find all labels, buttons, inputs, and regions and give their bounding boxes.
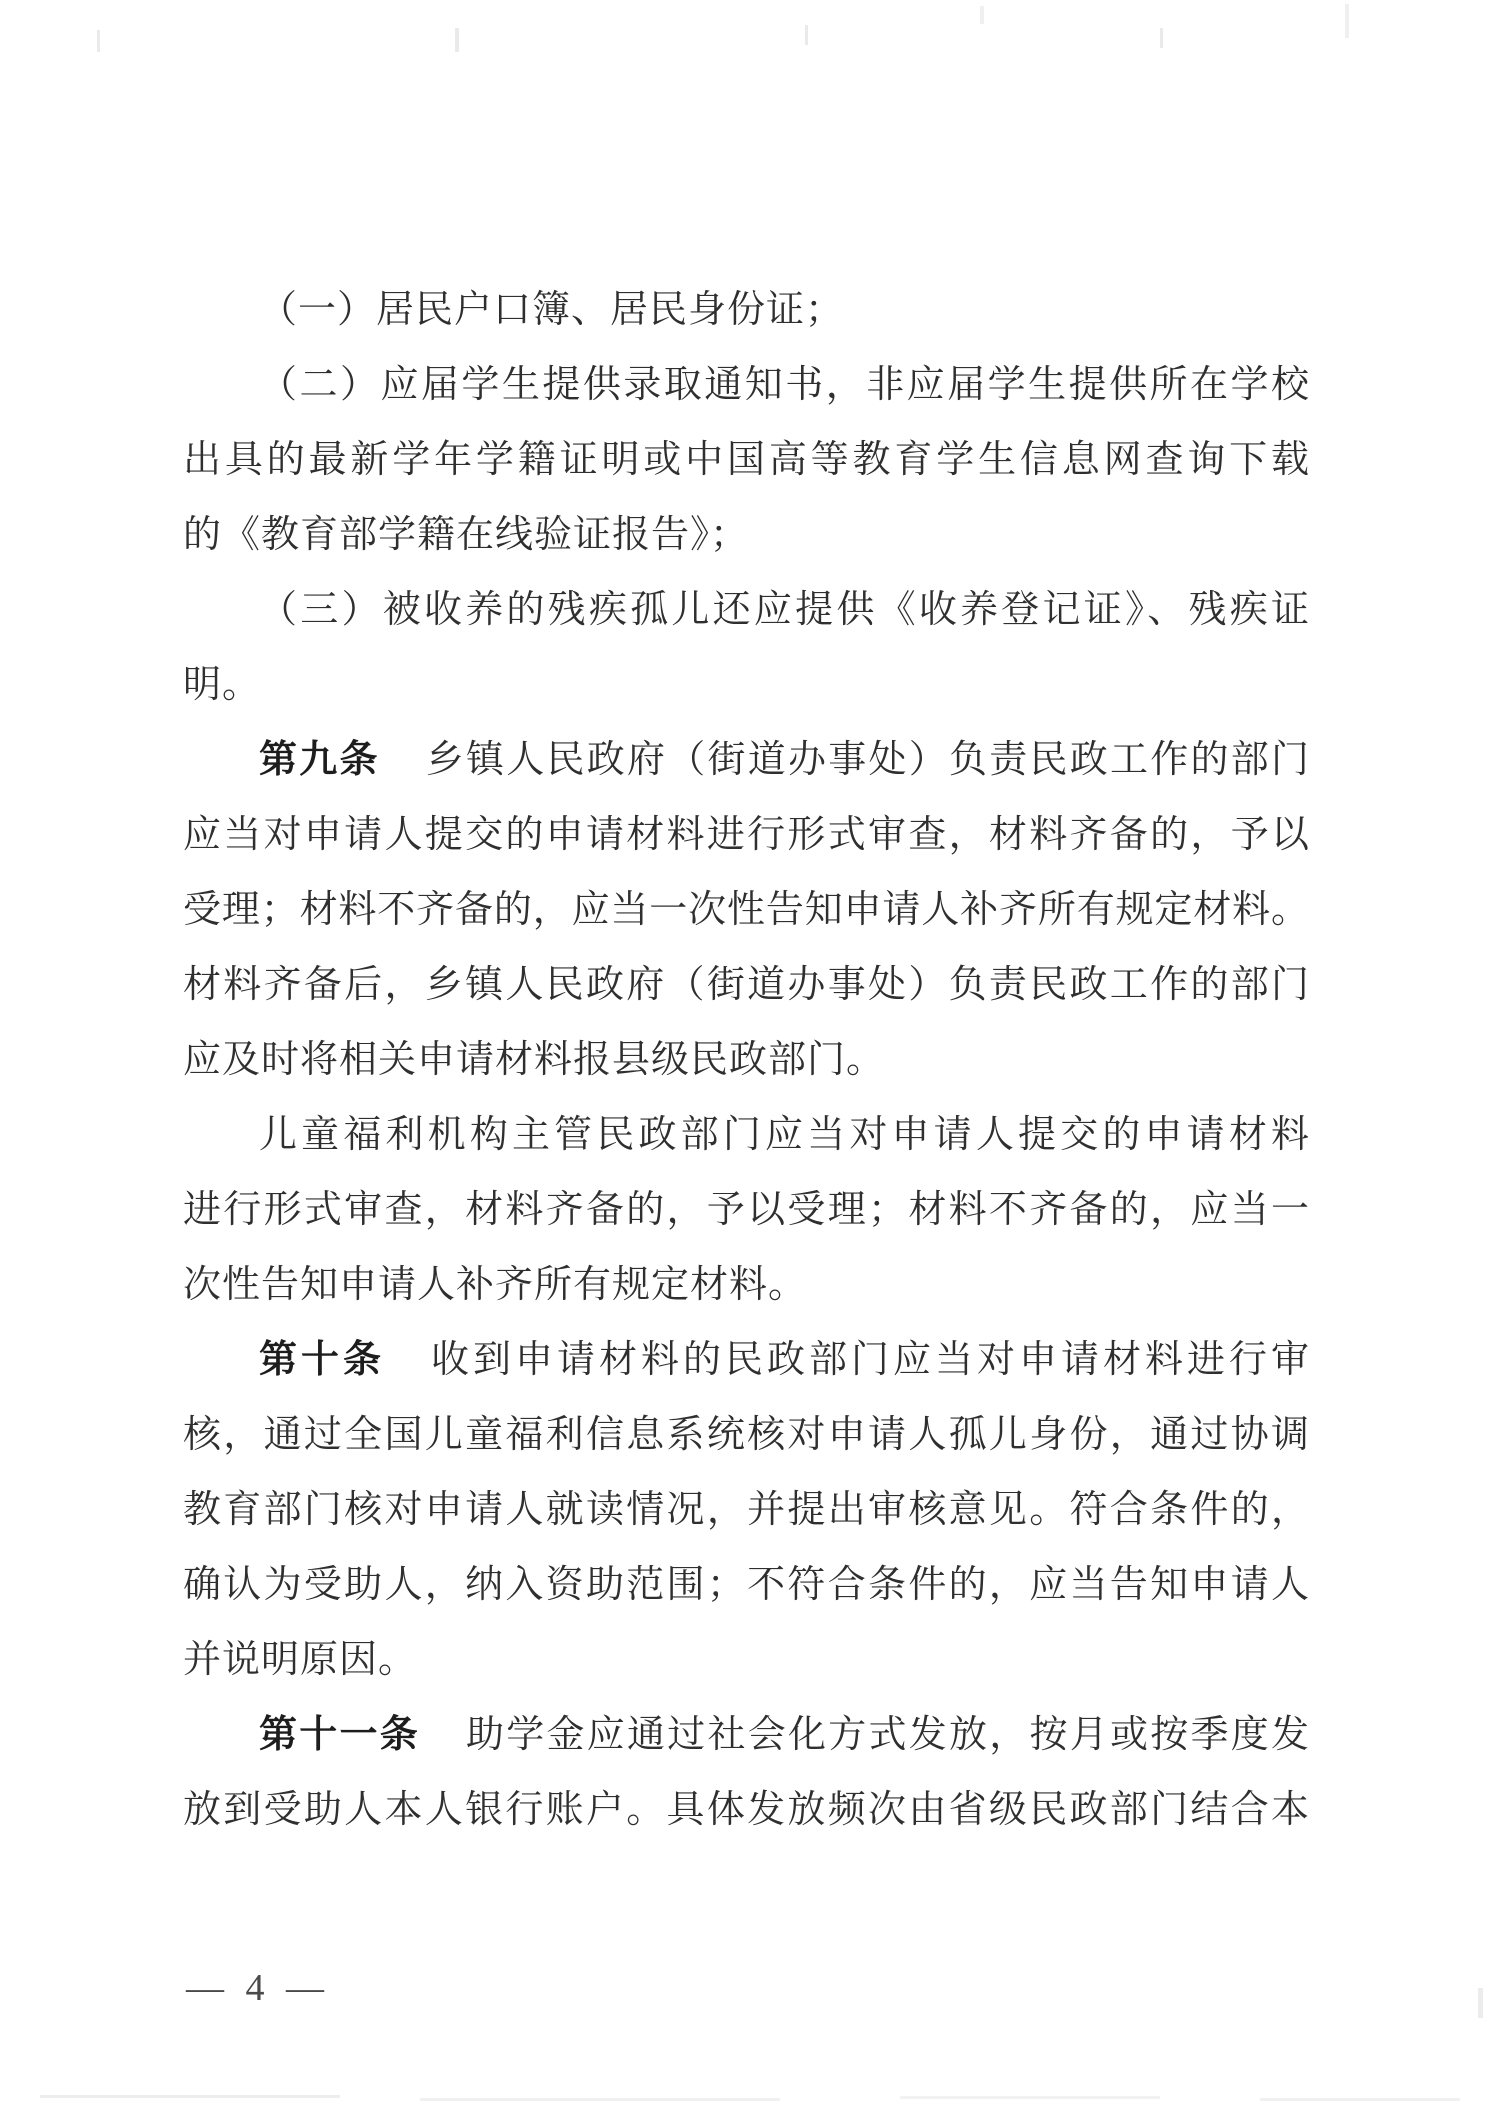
text-line: [183, 1173, 1309, 1248]
text-line: [183, 723, 1309, 798]
line-text: 儿童福利机构主管民政部门应当对申请人提交的申请材料: [259, 1114, 1309, 1156]
text-line: [183, 648, 1309, 723]
text-line: [183, 1248, 1309, 1323]
line-text: （三）被收养的残疾孤儿还应提供《收养登记证》、残疾证: [259, 589, 1309, 631]
scan-artifact: [805, 25, 808, 45]
article-number: 第九条: [259, 739, 380, 781]
text-line: [183, 1098, 1309, 1173]
scan-artifact: [1478, 1988, 1483, 2018]
line-text: 材料齐备后，乡镇人民政府（街道办事处）负责民政工作的部门: [183, 964, 1309, 1006]
article-number: 第十条: [259, 1339, 385, 1381]
text-line: [183, 1548, 1309, 1623]
line-text: 的《教育部学籍在线验证报告》；: [183, 514, 750, 556]
text-line: [183, 573, 1309, 648]
line-text: 受理；材料不齐备的，应当一次性告知申请人补齐所有规定材料。: [183, 889, 1309, 931]
scan-artifact: [40, 2095, 340, 2098]
text-line: [183, 1473, 1309, 1548]
line-text: 助学金应通过社会化方式发放，按月或按季度发: [466, 1714, 1309, 1756]
scan-artifact: [900, 2096, 1160, 2099]
line-text: 次性告知申请人补齐所有规定材料。: [183, 1264, 808, 1306]
text-line: [183, 423, 1309, 498]
text-line: [183, 948, 1309, 1023]
page-number: — 4 —: [186, 1967, 330, 2009]
line-text: 核，通过全国儿童福利信息系统核对申请人孤儿身份，通过协调: [183, 1414, 1309, 1456]
line-text: 乡镇人民政府（街道办事处）负责民政工作的部门: [425, 739, 1309, 781]
scan-artifact: [455, 28, 459, 52]
text-line: [183, 1398, 1309, 1473]
line-text: 明。: [183, 664, 262, 706]
line-text: 收到申请材料的民政部门应当对申请材料进行审: [431, 1339, 1309, 1381]
text-line: [183, 1023, 1309, 1098]
text-line: [183, 1773, 1309, 1848]
text-line: [183, 498, 1309, 573]
line-text: 并说明原因。: [183, 1639, 418, 1681]
text-line: [183, 798, 1309, 873]
scan-artifact: [1260, 2098, 1460, 2101]
line-text: 出具的最新学年学籍证明或中国高等教育学生信息网查询下载: [183, 439, 1309, 481]
scan-artifact: [420, 2098, 780, 2101]
line-text: 确认为受助人，纳入资助范围；不符合条件的，应当告知申请人: [183, 1564, 1309, 1606]
text-line: [183, 1698, 1309, 1773]
article-number: 第十一条: [259, 1714, 420, 1756]
scan-artifact: [1345, 4, 1349, 38]
text-line: [183, 273, 1309, 348]
scan-artifact: [980, 6, 984, 24]
scan-artifact: [1160, 28, 1163, 48]
text-line: [183, 348, 1309, 423]
line-text: 放到受助人本人银行账户。具体发放频次由省级民政部门结合本: [183, 1789, 1309, 1831]
line-text: 应当对申请人提交的申请材料进行形式审查，材料齐备的，予以: [183, 814, 1309, 856]
line-text: （一）居民户口簿、居民身份证；: [259, 289, 845, 331]
line-text: 进行形式审查，材料齐备的，予以受理；材料不齐备的，应当一: [183, 1189, 1309, 1231]
text-line: [183, 1323, 1309, 1398]
scan-artifact: [97, 30, 100, 52]
text-line: [183, 873, 1309, 948]
line-text: （二）应届学生提供录取通知书，非应届学生提供所在学校: [259, 364, 1309, 406]
line-text: 教育部门核对申请人就读情况，并提出审核意见。符合条件的，: [183, 1489, 1309, 1531]
line-text: 应及时将相关申请材料报县级民政部门。: [183, 1039, 886, 1081]
text-block: [183, 273, 1309, 1848]
text-line: [183, 1623, 1309, 1698]
